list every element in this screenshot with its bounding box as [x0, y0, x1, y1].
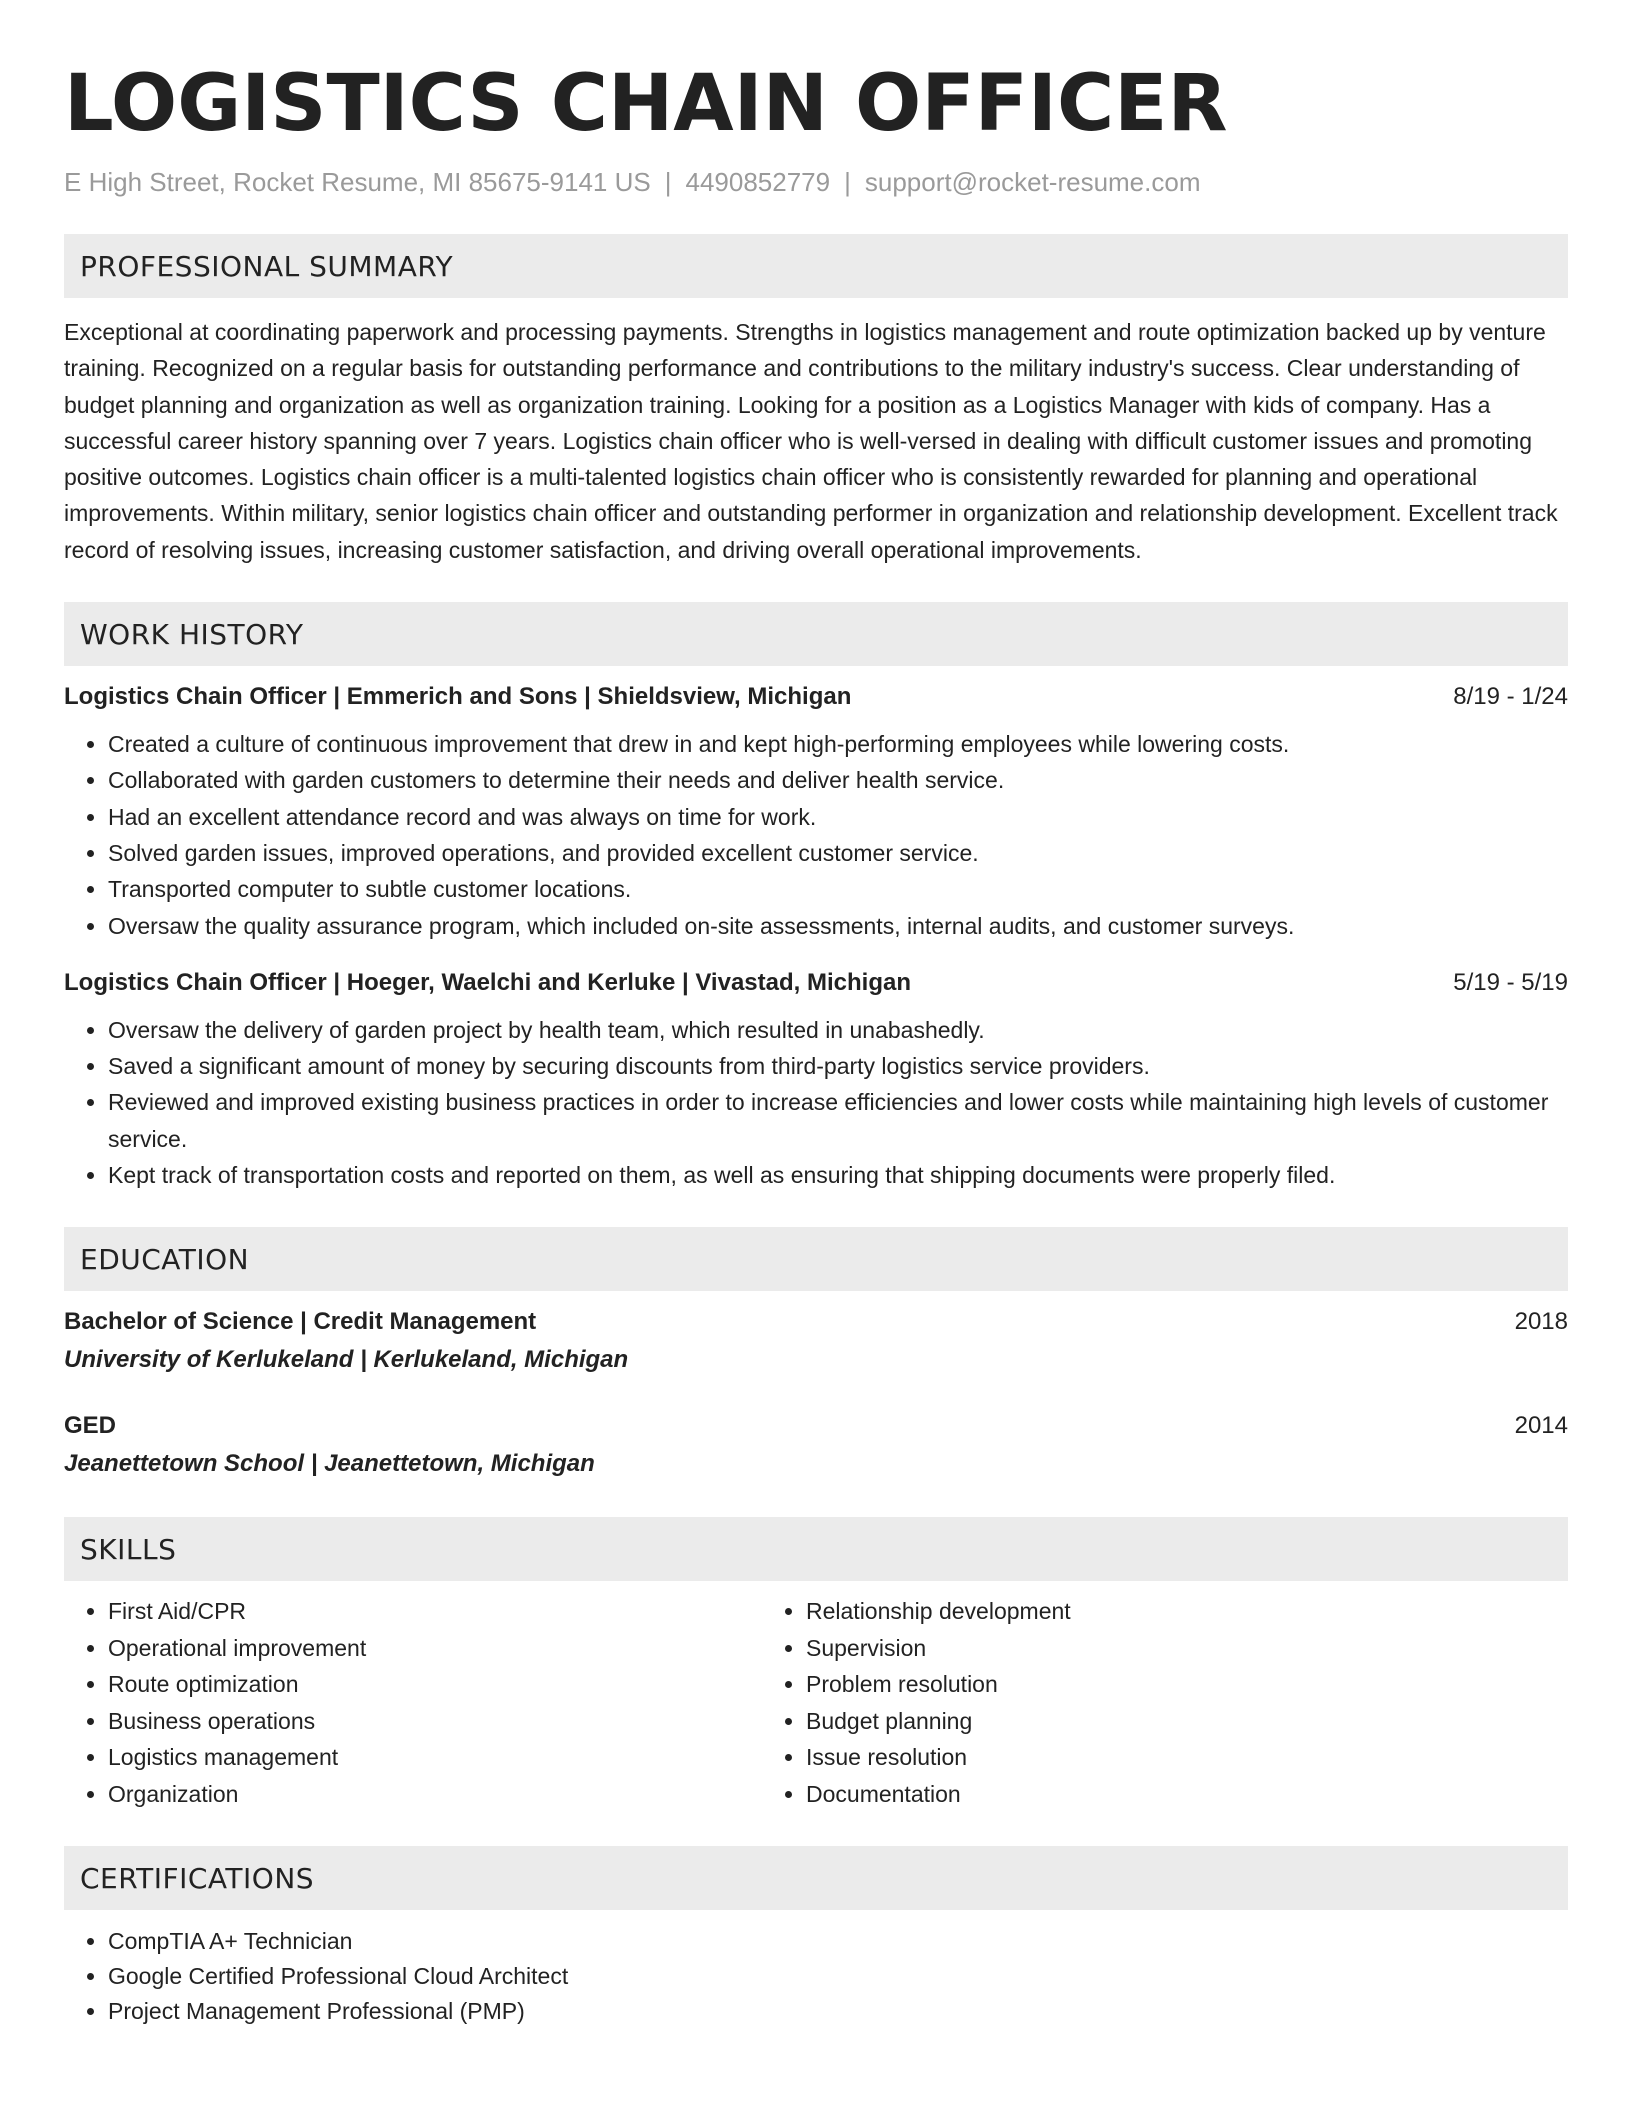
contact-line [64, 164, 1568, 200]
job-bullet: • Collaborated with garden customers to determine their needs and deliver health service. [108, 762, 1568, 798]
job-bullet: • Created a culture of continuous improvement that drew in and kept high-performing employees while lowering costs. [108, 726, 1568, 762]
contact-address: E High Street, Rocket Resume, MI 85675-9141 US [64, 167, 651, 197]
education-title-row [64, 1305, 1568, 1339]
job-bullet: • Had an excellent attendance record and was always on time for work. [108, 799, 1568, 835]
job-dates: 5/19 - 5/19 [1453, 968, 1568, 996]
job-title-row [64, 966, 1568, 1000]
education-entry [64, 1305, 1568, 1379]
contact-email: support@rocket-resume.com [864, 167, 1201, 197]
skill-item: • Operational improvement [108, 1630, 762, 1667]
skills-list-left [64, 1593, 762, 1812]
skill-item: • Issue resolution [806, 1739, 1568, 1776]
contact-phone: 4490852779 [685, 167, 831, 197]
job-title-row [64, 680, 1568, 714]
education-degree: Bachelor of Science | Credit Management [64, 1308, 537, 1336]
skills-columns [64, 1593, 1568, 1812]
job-bullet-list [64, 726, 1568, 944]
education-year: 2014 [1514, 1412, 1568, 1440]
contact-separator: | [844, 167, 851, 197]
education-year: 2018 [1514, 1308, 1568, 1336]
candidate-name: LOGISTICS CHAIN OFFICER [64, 59, 1228, 149]
job-heading: Logistics Chain Officer | Emmerich and Sons | Shieldsview, Michigan [64, 683, 852, 711]
job-bullet: • Reviewed and improved existing business practices in order to increase efficiencies and lower costs while maintaining high levels of customer service. [108, 1084, 1568, 1157]
section-header-summary: PROFESSIONAL SUMMARY [64, 234, 1568, 298]
job-bullet: • Oversaw the quality assurance program, which included on-site assessments, internal audits, and customer surveys. [108, 908, 1568, 944]
job-heading: Logistics Chain Officer | Hoeger, Waelchi and Kerluke | Vivastad, Michigan [64, 968, 911, 996]
certification-item: • Google Certified Professional Cloud Architect [108, 1959, 1568, 1994]
section-header-education: EDUCATION [64, 1227, 1568, 1291]
skill-item: • Documentation [806, 1776, 1568, 1813]
job-bullet: • Oversaw the delivery of garden project by health team, which resulted in unabashedly. [108, 1012, 1568, 1048]
skill-item: • Supervision [806, 1630, 1568, 1667]
job-bullet: • Kept track of transportation costs and reported on them, as well as ensuring that shipping documents were properly filed. [108, 1157, 1568, 1193]
job-bullet: • Transported computer to subtle customer locations. [108, 871, 1568, 907]
job-bullet: • Saved a significant amount of money by securing discounts from third-party logistics service providers. [108, 1048, 1568, 1084]
education-school: Jeanettetown School | Jeanettetown, Michigan [64, 1450, 595, 1478]
job-bullet-list [64, 1012, 1568, 1193]
section-header-work-history: WORK HISTORY [64, 602, 1568, 666]
job-dates: 8/19 - 1/24 [1453, 683, 1568, 711]
skill-item: • Route optimization [108, 1666, 762, 1703]
skill-item: • Business operations [108, 1703, 762, 1740]
education-school: University of Kerlukeland | Kerlukeland, Michigan [64, 1346, 629, 1374]
education-title-row [64, 1409, 1568, 1443]
summary-text: Exceptional at coordinating paperwork and processing payments. Strengths in logistics management and route optimization backed up by venture training. Recognized on a regular basis for outstanding performance and contributions to the military industry's success. Clear understanding of budget planning and organization as well as organization training. Looking for a position as a Logistics Manager with kids of company. Has a successful career history spanning over 7 years. Logistics chain officer who is well-versed in dealing with difficult customer issues and promoting positive outcomes. Logistics chain officer is a multi-talented logistics chain officer who is consistently rewarded for planning and operational improvements. Within military, senior logistics chain officer and outstanding performer in organization and relationship development. Excellent track record of resolving issues, increasing customer satisfaction, and driving overall operational improvements. [64, 319, 1558, 563]
certification-item: • Project Management Professional (PMP) [108, 1994, 1568, 2029]
certification-item: • CompTIA A+ Technician [108, 1924, 1568, 1959]
skill-item: • Organization [108, 1776, 762, 1813]
education-degree: GED [64, 1412, 117, 1440]
skills-list-right [762, 1593, 1568, 1812]
skill-item: • Problem resolution [806, 1666, 1568, 1703]
resume-page [64, 54, 1568, 2029]
job-entry [64, 680, 1568, 944]
skill-item: • Relationship development [806, 1593, 1568, 1630]
skill-item: • Budget planning [806, 1703, 1568, 1740]
contact-separator: | [664, 167, 672, 197]
skill-item: • Logistics management [108, 1739, 762, 1776]
certifications-list [64, 1924, 1568, 2029]
job-bullet: • Solved garden issues, improved operations, and provided excellent customer service. [108, 835, 1568, 871]
skill-item: • First Aid/CPR [108, 1593, 762, 1630]
education-entry [64, 1409, 1568, 1483]
section-header-skills: SKILLS [64, 1517, 1568, 1581]
section-header-certifications: CERTIFICATIONS [64, 1846, 1568, 1910]
job-entry [64, 966, 1568, 1193]
